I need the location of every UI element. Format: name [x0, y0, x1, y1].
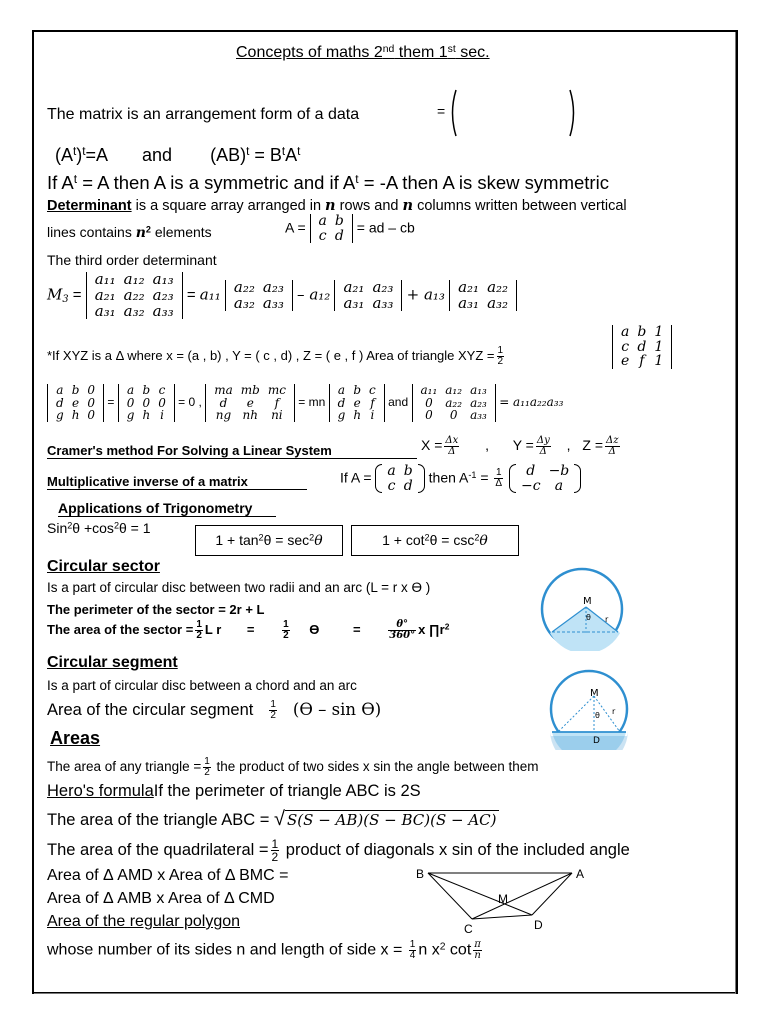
transpose-rules: $(A^t)^t=A$ and $(AB)^t = B^tA^t$ [55, 145, 301, 165]
segment-label-d: D [593, 736, 600, 746]
matrix-equals: = [437, 103, 446, 119]
amd-bmc-line: Area of Δ AMD x Area of Δ BMC = [47, 867, 289, 884]
sector-perimeter: The perimeter of the sector = 2r + L [47, 602, 265, 617]
quad-label-a: A [576, 867, 585, 881]
inverse-heading: Multiplicative inverse of a matrix [47, 474, 248, 489]
regular-polygon-heading: Area of the regular polygon [47, 913, 241, 930]
segment-label-m: M [590, 688, 599, 699]
half-fraction: $\frac{1}{2}$ [497, 345, 504, 367]
quad-label-c: C [464, 922, 473, 936]
determinant-2x2: A = a b c d = ad – cb [285, 213, 415, 244]
sector-label-theta: θ [586, 613, 591, 622]
quad-label-m: M [498, 892, 508, 906]
matrix-definition: The matrix is an arrangement form of a data [47, 106, 360, 123]
cramer-formulas: X = $\frac{\Delta x}{\Delta}$ , Y = $\frac{\Delta y}{\Delta}$ , Z = $\frac{\Delta z}{\Delta}$ [421, 435, 619, 457]
third-order-label: The third order determinant [47, 252, 217, 268]
triangle-area-text: *If XYZ is a Δ where x = (a , b) , Y = ( c , d) , Z = ( e , f ) Area of triangle XYZ = $\frac{1}{2}$ [47, 345, 504, 367]
segment-heading: Circular segment [47, 654, 178, 671]
cramer-heading: Cramer's method For Solving a Linear System [47, 443, 332, 458]
hero-formula-line: Hero's formulaIf the perimeter of triangle ABC is 2S [47, 782, 421, 800]
quadrilateral-area: The area of the quadrilateral = $\frac{1}{2}$ product of diagonals x sin of the included angle [47, 837, 630, 864]
third-order-expansion: $M_3$ = a₁₁ a₁₂ a₁₃ a₂₁ a₂₂ a₂₃ a₃₁ a₃₂ a₃₃ = a₁₁ a₂₂ a₂₃ a₃₂ a₃₃ – a₁₂ a₂₁ a₂₃ a₃₁ a₃₃ + a₁₃ a₂₁ a₂₂ a₃₁ a₃₂ [47, 272, 517, 319]
determinant-example: lines contains $n^2$ elements [47, 224, 212, 241]
areas-heading: Areas [50, 728, 101, 748]
segment-area: Area of the circular segment $\frac{1}{2}$ (ϴ – sin ϴ) [47, 699, 382, 722]
pythagorean-identity: $Sin^2\theta +\cos^2\theta = 1$ [47, 520, 151, 536]
sector-label-m: M [583, 596, 592, 607]
quadrilateral-diagram [414, 865, 594, 941]
sector-diagram [540, 567, 624, 651]
symmetric-rule: If $A^t = A$ then A is a symmetric and if $A^t = -A$ then A is skew symmetric [47, 172, 609, 193]
sector-heading: Circular sector [47, 558, 160, 575]
amb-cmd-line: Area of Δ AMB x Area of Δ CMD [47, 890, 275, 907]
cramer-underline [47, 458, 417, 459]
triangle-area-determinant: a b 1 c d 1 e f 1 [612, 325, 672, 369]
determinant-definition: Determinant is a square array arranged in n rows and n columns written between vertical [47, 197, 627, 214]
empty-matrix-brackets [448, 88, 580, 138]
quad-label-d: D [534, 918, 543, 932]
inverse-formula: If A = a b c d then $A^{-1}$ = $\frac{1}{\Delta}$ d −b −c a [340, 464, 581, 493]
segment-diagram [548, 668, 630, 750]
quad-label-b: B [416, 867, 425, 881]
segment-definition: Is a part of circular disc between a chord and an arc [47, 678, 357, 693]
page-title: Concepts of maths 2nd them 1st sec. [236, 43, 490, 61]
hero-formula: The area of the triangle ABC = √ S(S − AB)(S − BC)(S − AC) [47, 808, 497, 830]
trig-underline [58, 516, 276, 517]
regular-polygon-formula: whose number of its sides n and length of side x = $\frac{1}{4}$ n $x^2$ cot $\frac{\pi}{n}$ [47, 939, 481, 961]
determinant-properties: a b 0 d e 0 g h 0 = a b c 0 0 0 g h i = 0 , ma mb mc d e f ng nh ni = mn a b c d e f g h i and a₁₁ a₁₂ a₁₃ 0 a₂₂ a₂₃ 0 0 a₃₃ = a₁₁a₂₂a₃₃ [47, 384, 563, 422]
inverse-underline [47, 489, 307, 490]
segment-label-theta: θ [595, 711, 600, 720]
sector-area: The area of the sector = $\frac{1}{2}$ L r = $\frac{1}{2}$ ϴ = $\frac{\theta^\circ}{360^\circ}$ x $\prod r^2$ [47, 619, 450, 641]
tan-sec-identity-box: $1 + \tan^2\theta = \sec^2\theta$ [195, 525, 343, 556]
segment-label-r: r [612, 707, 616, 716]
triangle-area-rule: The area of any triangle = $\frac{1}{2}$ the product of two sides x sin the angle between them [47, 756, 539, 778]
sector-label-r: r [605, 615, 609, 624]
sector-definition: Is a part of circular disc between two radii and an arc (L = r x ϴ ) [47, 580, 431, 595]
cot-csc-identity-box: $1 + \cot^2\theta = \csc^2\theta$ [351, 525, 519, 556]
trig-heading: Applications of Trigonometry [58, 500, 253, 516]
